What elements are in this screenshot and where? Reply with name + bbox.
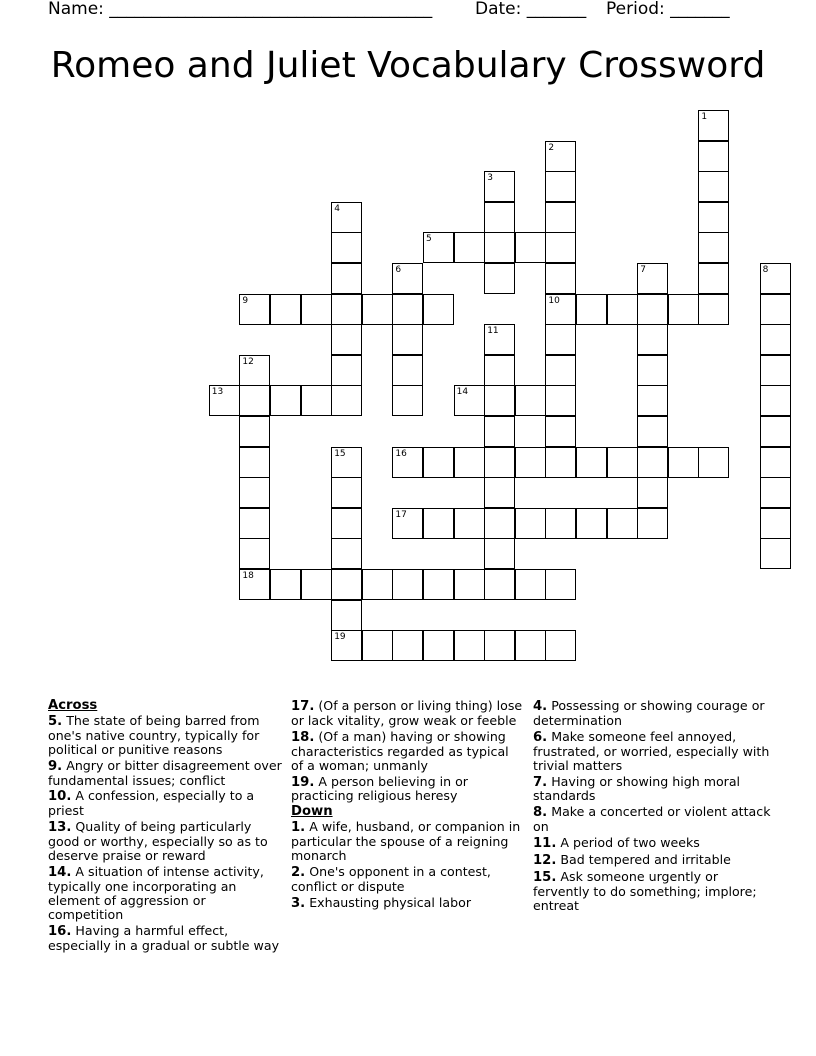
clue-across-18: 18. (Of a man) having or showing characteristics regarded as typical of a woman; unmanly [291, 728, 509, 773]
grid-cell[interactable] [239, 447, 270, 478]
grid-cell[interactable] [423, 569, 454, 600]
grid-cell[interactable] [698, 110, 729, 141]
clue-down-11: 11. A period of two weeks [533, 835, 700, 852]
clue-number: 12 [242, 356, 254, 367]
clue-number: 3 [487, 173, 493, 184]
grid-cell[interactable] [545, 171, 576, 202]
clue-number: 15 [334, 448, 346, 459]
clues-column-1 [48, 699, 284, 954]
clue-across-17: 17. (Of a person or living thing) lose or lack vitality, grow weak or feeble [291, 698, 523, 728]
grid-cell[interactable] [698, 232, 729, 263]
grid-cell[interactable] [454, 447, 485, 478]
grid-cell[interactable] [331, 447, 362, 478]
grid-cell[interactable] [362, 294, 393, 325]
grid-cell[interactable] [270, 385, 301, 416]
clue-number: 16 [395, 448, 407, 459]
grid-cell[interactable] [760, 416, 791, 447]
clue-down-7: 7. Having or showing high moral standards [533, 773, 741, 804]
grid-cell[interactable] [637, 447, 668, 478]
grid-cell[interactable] [301, 294, 332, 325]
grid-cell[interactable] [637, 355, 668, 386]
clue-number: 11 [487, 326, 499, 337]
grid-cell[interactable] [331, 263, 362, 294]
grid-cell[interactable] [484, 538, 515, 569]
grid-cell[interactable] [331, 630, 362, 661]
grid-cell[interactable] [668, 447, 699, 478]
grid-cell[interactable] [515, 447, 546, 478]
grid-cell[interactable] [423, 232, 454, 263]
grid-cell[interactable] [637, 508, 668, 539]
grid-cell[interactable] [239, 355, 270, 386]
clue-across-5: 5. The state of being barred from one's native country, typically for political or punitive reasons [48, 712, 260, 757]
grid-cell[interactable] [239, 477, 270, 508]
grid-cell[interactable] [545, 202, 576, 233]
clue-down-1: 1. A wife, husband, or companion in particular the spouse of a reigning monarch [291, 819, 521, 864]
grid-cell[interactable] [239, 416, 270, 447]
grid-cell[interactable] [698, 263, 729, 294]
grid-cell[interactable] [515, 630, 546, 661]
grid-cell[interactable] [331, 324, 362, 355]
grid-cell[interactable] [484, 385, 515, 416]
grid-cell[interactable] [484, 508, 515, 539]
grid-cell[interactable] [454, 630, 485, 661]
grid-cell[interactable] [545, 630, 576, 661]
clue-number: 13 [211, 387, 224, 398]
grid-cell[interactable] [331, 477, 362, 508]
grid-cell[interactable] [423, 508, 454, 539]
grid-cell[interactable] [331, 202, 362, 233]
grid-cell[interactable] [484, 324, 515, 355]
clue-down-8: 8. Make a concerted or violent attack on [533, 804, 771, 835]
grid-cell[interactable] [576, 294, 607, 325]
grid-cell[interactable] [760, 263, 791, 294]
grid-cell[interactable] [545, 355, 576, 386]
grid-cell[interactable] [607, 508, 638, 539]
grid-cell[interactable] [515, 385, 546, 416]
grid-cell[interactable] [576, 447, 607, 478]
clue-number: 10 [548, 295, 560, 306]
clue-number: 7 [640, 265, 646, 275]
grid-cell[interactable] [484, 355, 515, 386]
grid-cell[interactable] [698, 447, 729, 478]
grid-cell[interactable] [331, 569, 362, 600]
clue-number: 18 [242, 571, 254, 581]
grid-cell[interactable] [362, 569, 393, 600]
grid-cell[interactable] [637, 294, 668, 325]
grid-cell[interactable] [484, 477, 515, 508]
grid-cell[interactable] [392, 355, 423, 386]
grid-cell[interactable] [331, 508, 362, 539]
grid-cell[interactable] [239, 294, 270, 325]
grid-cell[interactable] [392, 263, 423, 294]
clue-across-10: 10. A confession, especially to a priest [48, 788, 255, 819]
grid-cell[interactable] [239, 569, 270, 600]
grid-cell[interactable] [637, 477, 668, 508]
grid-cell[interactable] [392, 569, 423, 600]
grid-cell[interactable] [301, 385, 332, 416]
grid-cell[interactable] [454, 508, 485, 539]
grid-cell[interactable] [392, 630, 423, 661]
clue-number: 1 [701, 112, 708, 122]
grid-cell[interactable] [607, 294, 638, 325]
grid-cell[interactable] [270, 569, 301, 600]
clue-across-14: 14. A situation of intense activity, typically one incorporating an element of aggression or competition [48, 863, 264, 922]
grid-cell[interactable] [423, 447, 454, 478]
grid-cell[interactable] [209, 385, 240, 416]
grid-cell[interactable] [545, 294, 576, 325]
clue-across-13: 13. Quality of being particularly good or worthy, especially so as to deserve praise or reward [48, 819, 268, 864]
grid-cell[interactable] [392, 324, 423, 355]
grid-cell[interactable] [331, 355, 362, 386]
grid-cell[interactable] [760, 355, 791, 386]
clue-number: 4 [334, 203, 340, 214]
clue-down-6: 6. Make someone feel annoyed, frustrated, or worried, especially with trivial matters [533, 728, 770, 773]
grid-cell[interactable] [760, 385, 791, 416]
name-field[interactable]: Name: ______________________________________ [48, 0, 433, 19]
grid-cell[interactable] [484, 263, 515, 294]
grid-cell[interactable] [760, 447, 791, 478]
grid-cell[interactable] [484, 416, 515, 447]
grid-cell[interactable] [454, 232, 485, 263]
grid-cell[interactable] [637, 263, 668, 294]
grid-cell[interactable] [576, 508, 607, 539]
grid-cell[interactable] [545, 263, 576, 294]
grid-cell[interactable] [515, 508, 546, 539]
grid-cell[interactable] [545, 569, 576, 600]
grid-cell[interactable] [545, 385, 576, 416]
grid-cell[interactable] [607, 447, 638, 478]
grid-cell[interactable] [698, 202, 729, 233]
grid-cell[interactable] [423, 294, 454, 325]
grid-cell[interactable] [484, 171, 515, 202]
grid-cell[interactable] [331, 294, 362, 325]
grid-cell[interactable] [760, 294, 791, 325]
clue-number: 2 [548, 142, 555, 153]
grid-cell[interactable] [362, 630, 393, 661]
grid-cell[interactable] [484, 232, 515, 263]
grid-cell[interactable] [239, 538, 270, 569]
clue-number: 14 [456, 387, 469, 398]
clue-number: 5 [426, 234, 432, 245]
grid-cell[interactable] [423, 630, 454, 661]
grid-cell[interactable] [331, 385, 362, 416]
grid-cell[interactable] [392, 508, 423, 539]
grid-cell[interactable] [545, 447, 576, 478]
grid-cell[interactable] [484, 569, 515, 600]
grid-cell[interactable] [760, 508, 791, 539]
grid-cell[interactable] [545, 324, 576, 355]
clue-number: 19 [334, 632, 346, 643]
across-heading: Across [48, 698, 98, 713]
clue-down-15: 15. Ask someone urgently or fervently to do something; implore; entreat [533, 868, 757, 913]
grid-cell[interactable] [760, 324, 791, 355]
grid-cell[interactable] [239, 385, 270, 416]
clue-number: 6 [395, 265, 402, 275]
grid-cell[interactable] [545, 416, 576, 447]
grid-cell[interactable] [760, 477, 791, 508]
grid-cell[interactable] [698, 171, 729, 202]
period-field[interactable]: Period: _______ [606, 0, 730, 19]
grid-cell[interactable] [392, 294, 423, 325]
grid-cell[interactable] [270, 294, 301, 325]
grid-cell[interactable] [392, 385, 423, 416]
grid-cell[interactable] [331, 538, 362, 569]
grid-cell[interactable] [637, 385, 668, 416]
grid-cell[interactable] [331, 600, 362, 631]
clue-down-2: 2. One's opponent in a contest, conflict or dispute [291, 863, 491, 894]
clue-number: 17 [395, 509, 407, 520]
clues-column-3 [533, 699, 773, 915]
grid-cell[interactable] [515, 232, 546, 263]
grid-cell[interactable] [637, 324, 668, 355]
grid-cell[interactable] [668, 294, 699, 325]
grid-cell[interactable] [637, 416, 668, 447]
clue-across-16: 16. Having a harmful effect, especially in a gradual or subtle way [48, 922, 280, 953]
grid-cell[interactable] [698, 141, 729, 172]
grid-cell[interactable] [545, 508, 576, 539]
grid-cell[interactable] [484, 630, 515, 661]
date-field[interactable]: Date: _______ [475, 0, 587, 19]
page-title: Romeo and Juliet Vocabulary Crossword [50, 45, 766, 86]
clue-across-19: 19. A person believing in or practicing religious heresy [291, 773, 468, 804]
clues-column-2 [291, 699, 523, 913]
grid-cell[interactable] [545, 232, 576, 263]
clue-down-3: 3. Exhausting physical labor [291, 894, 471, 911]
grid-cell[interactable] [545, 141, 576, 172]
grid-cell[interactable] [454, 385, 485, 416]
grid-cell[interactable] [515, 569, 546, 600]
clue-number: 9 [242, 295, 249, 306]
grid-cell[interactable] [331, 232, 362, 263]
grid-cell[interactable] [484, 447, 515, 478]
grid-cell[interactable] [392, 447, 423, 478]
grid-cell[interactable] [698, 294, 729, 325]
down-heading: Down [291, 804, 333, 820]
grid-cell[interactable] [239, 508, 270, 539]
grid-cell[interactable] [454, 569, 485, 600]
clue-number: 8 [762, 265, 769, 275]
clue-down-12: 12. Bad tempered and irritable [533, 852, 731, 869]
grid-cell[interactable] [484, 202, 515, 233]
grid-cell[interactable] [760, 538, 791, 569]
clue-down-4: 4. Possessing or showing courage or determination [533, 698, 765, 728]
clue-across-9: 9. Angry or bitter disagreement over fundamental issues; conflict [48, 757, 282, 788]
grid-cell[interactable] [301, 569, 332, 600]
